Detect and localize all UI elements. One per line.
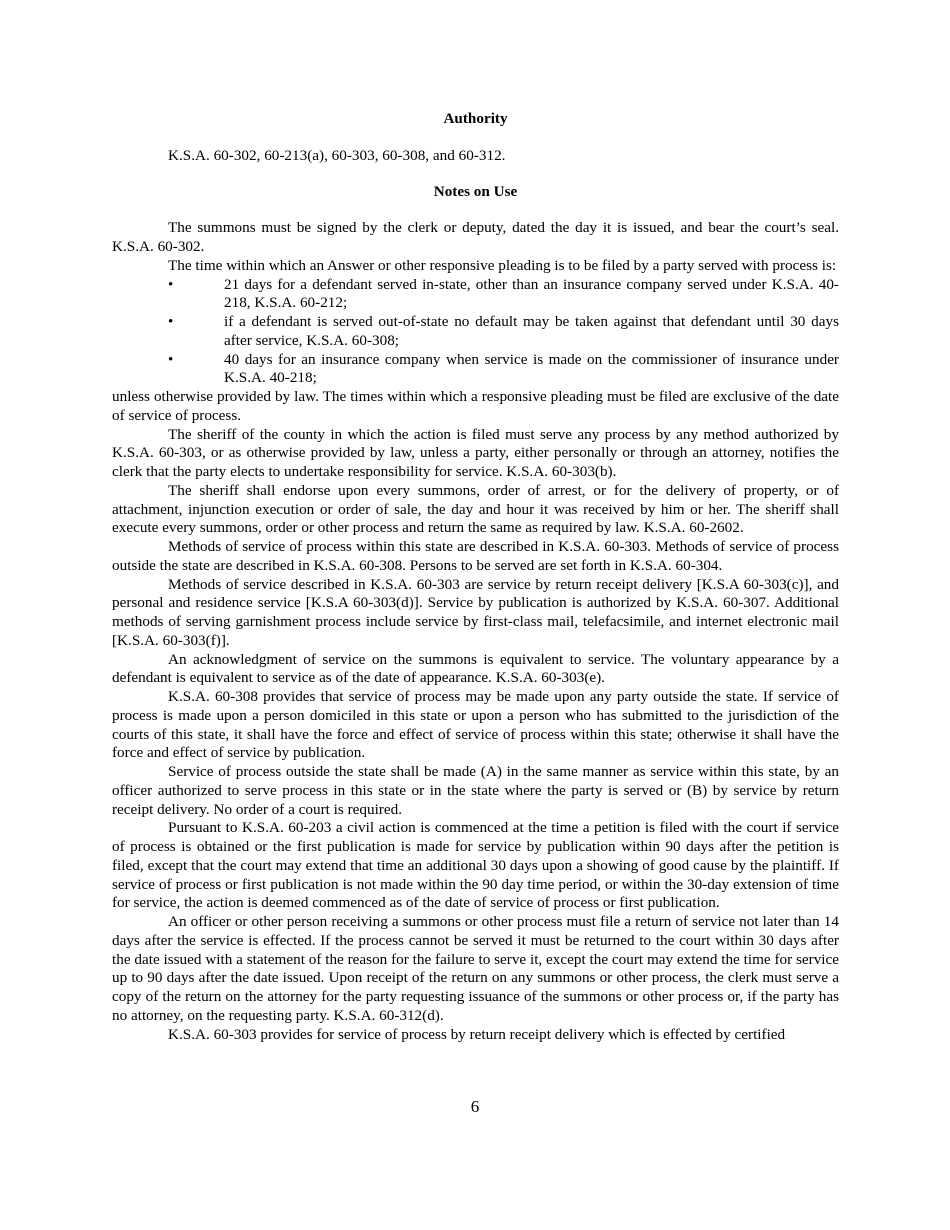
- list-item-text: 21 days for a defendant served in-state, other than an insurance company served under K.S.A. 40-218, K.S.A. 60-212;: [224, 275, 839, 312]
- list-item-text: if a defendant is served out-of-state no default may be taken against that defendant until 30 days after service, K.S.A. 60-308;: [224, 313, 839, 349]
- authority-heading: Authority: [443, 110, 508, 127]
- list-item: [112, 276, 839, 314]
- document-page: [112, 108, 839, 1044]
- paragraph-answer-time: The time within which an Answer or other responsive pleading is to be filed by a party served with process is:: [168, 256, 837, 274]
- paragraph-outside-state-manner: Service of process outside the state shall be made (A) in the same manner as service within this state, by an officer authorized to serve process in this state or in the state where the party is served or (B) by service by return receipt delivery. No order of a court is required.: [112, 763, 839, 818]
- page-number: 6: [470, 1097, 480, 1116]
- paragraph-return-of-service: An officer or other person receiving a summons or other process must file a return of service not later than 14 days after the service is effected. If the process cannot be served it must be returned to the court within 30 days after the date issued with a statement of the reason for the failure to serve it, except the court may extend the time for service up to 90 days after the date issued. Upon receipt of the return on any summons or other process, the clerk must serve a copy of the return on the attorney for the party requesting issuance of the summons or other process or, if the party has no attorney, on the requesting party. K.S.A. 60-312(d).: [112, 913, 839, 1024]
- paragraph-summons-signature: The summons must be signed by the clerk or deputy, dated the day it is issued, and bear the court’s seal. K.S.A. 60-302.: [112, 219, 839, 255]
- paragraph-methods-of-service: Methods of service of process within this state are described in K.S.A. 60-303. Methods of service of process outside the state are described in K.S.A. 60-308. Persons to be served are set forth in K.S.A. 60-304.: [112, 538, 839, 574]
- paragraph-sheriff-endorse: The sheriff shall endorse upon every summons, order of arrest, or for the delivery of property, or of attachment, injunction execution or order of sale, the day and hour it was received by him or her. The sheriff shall execute every summons, order or other process and return the same as required by law. K.S.A. 60-2602.: [112, 481, 839, 537]
- paragraph-out-of-state: K.S.A. 60-308 provides that service of process may be made upon any party outside the state. If service of process is made upon a person domiciled in this state or upon a person who has submitted to the jurisdiction of the courts of this state, it shall have the force and effect of service of process within this state; otherwise it shall have the force and effect of service by publication.: [112, 688, 839, 762]
- list-item: [112, 351, 839, 389]
- authority-citations: K.S.A. 60-302, 60-213(a), 60-303, 60-308, and 60-312.: [168, 146, 506, 164]
- paragraph-acknowledgment: An acknowledgment of service on the summons is equivalent to service. The voluntary appearance by a defendant is equivalent to service as of the date of appearance. K.S.A. 60-303(e).: [112, 650, 839, 687]
- bullet-icon: •: [168, 313, 174, 330]
- bullet-icon: •: [168, 275, 174, 293]
- list-item-text: 40 days for an insurance company when service is made on the commissioner of insurance under K.S.A. 40-218;: [224, 350, 839, 387]
- paragraph-commencement: Pursuant to K.S.A. 60-203 a civil action is commenced at the time a petition is filed with the court if service of process is obtained or the first publication is made for service by publication within 90 days after the petition is filed, except that the court may extend that time an additional 30 days upon a showing of good cause by the plaintiff. If service of process or first publication is not made within the 90 day time period, or within the 30-day extension of time for service, the action is deemed commenced as of the date of service of process or first publication.: [112, 819, 839, 912]
- paragraph-continuation: unless otherwise provided by law. The times within which a responsive pleading must be filed are exclusive of the date of service of process.: [112, 388, 839, 424]
- bullet-icon: •: [168, 350, 174, 368]
- paragraph-return-receipt: K.S.A. 60-303 provides for service of process by return receipt delivery which is effected by certified: [168, 1025, 786, 1043]
- list-item: [112, 313, 839, 351]
- paragraph-service-methods-detail: Methods of service described in K.S.A. 60-303 are service by return receipt delivery [K.S.A 60-303(c)], and personal and residence service [K.S.A 60-303(d)]. Service by publication is authorized by K.S.A. 60-307. Additional methods of serving garnishment process include service by first-class mail, telefacsimile, and internet electronic mail [K.S.A. 60-303(f)].: [112, 575, 839, 649]
- notes-on-use-heading: Notes on Use: [433, 182, 518, 200]
- paragraph-sheriff-service: The sheriff of the county in which the action is filed must serve any process by any method authorized by K.S.A. 60-303, or as otherwise provided by law, unless a party, either personally or through an attorney, notifies the clerk that the party elects to undertake responsibility for service. K.S.A. 60-303(b).: [112, 425, 839, 480]
- answer-deadline-list: [112, 276, 839, 389]
